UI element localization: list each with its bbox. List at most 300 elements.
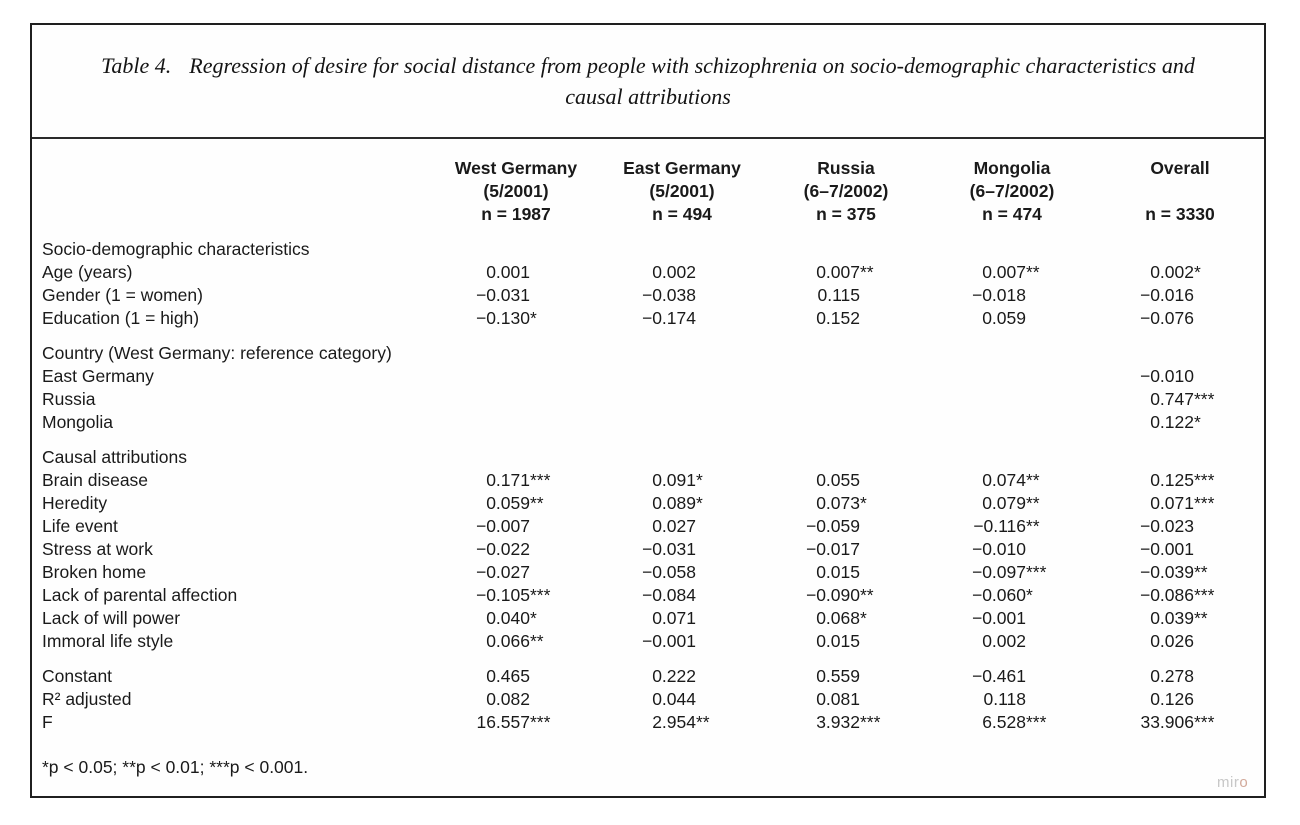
- value-pair: [638, 307, 726, 330]
- value-pair: [968, 561, 1056, 584]
- value-cell: [928, 688, 1096, 711]
- value-stars: [696, 584, 726, 607]
- value-pair: [802, 607, 890, 630]
- value-pair: [638, 688, 726, 711]
- column-header-mongolia: [928, 139, 1096, 226]
- value-cell: [432, 584, 600, 607]
- value-number: 0.278: [1150, 666, 1194, 686]
- value-stars: [696, 561, 726, 584]
- value-number: −0.076: [1139, 308, 1194, 328]
- table-row: [32, 411, 1264, 434]
- value-cell: [600, 515, 764, 538]
- value-cell: [432, 284, 600, 307]
- value-cell: [432, 711, 600, 734]
- value-cell: [928, 711, 1096, 734]
- value-cell: [928, 492, 1096, 515]
- value-number: 0.015: [816, 562, 860, 582]
- value-pair: [968, 711, 1056, 734]
- value-pair: [968, 630, 1056, 653]
- table-row: [32, 711, 1264, 734]
- value-stars: [860, 665, 890, 688]
- value-number: −0.130: [475, 308, 530, 328]
- value-pair: [968, 307, 1056, 330]
- value-cell: [1096, 630, 1264, 653]
- value-number: 0.001: [486, 262, 530, 282]
- value-pair: [472, 665, 560, 688]
- value-pair: [1136, 411, 1224, 434]
- value-number: −0.461: [971, 666, 1026, 686]
- value-stars: [1194, 365, 1224, 388]
- value-pair: [968, 492, 1056, 515]
- value-stars: [1026, 630, 1056, 653]
- value-stars: [860, 688, 890, 711]
- row-label-heredity: Heredity: [42, 493, 108, 513]
- value-cell: [1096, 365, 1264, 388]
- column-name: Mongolia: [973, 158, 1051, 178]
- value-cell: [764, 688, 928, 711]
- column-header-east-germany: [600, 139, 764, 226]
- table-row: [32, 307, 1264, 330]
- value-cell: [928, 469, 1096, 492]
- value-stars: [696, 607, 726, 630]
- value-number: −0.001: [971, 608, 1026, 628]
- section-header-row: [32, 226, 1264, 261]
- value-pair: [802, 284, 890, 307]
- section-header-causal-attributions: Causal attributions: [42, 447, 187, 467]
- table-row: [32, 515, 1264, 538]
- value-cell: [432, 538, 600, 561]
- value-cell: [764, 261, 928, 284]
- value-number: −0.031: [475, 285, 530, 305]
- value-cell: [600, 469, 764, 492]
- value-pair: [1136, 607, 1224, 630]
- value-stars: *: [530, 608, 537, 628]
- table-row: [32, 688, 1264, 711]
- watermark-text: mir: [1217, 774, 1240, 791]
- value-stars: [1194, 284, 1224, 307]
- value-cell: [1096, 538, 1264, 561]
- value-number: 0.115: [817, 285, 860, 305]
- value-number: 0.040: [486, 608, 530, 628]
- value-number: 0.079: [982, 493, 1026, 513]
- value-number: 0.089: [652, 493, 696, 513]
- column-header-russia: [764, 139, 928, 226]
- value-pair: [472, 307, 560, 330]
- watermark-last-letter: o: [1239, 774, 1249, 791]
- value-number: 0.559: [816, 666, 860, 686]
- value-pair: [638, 261, 726, 284]
- value-stars: [860, 630, 890, 653]
- value-cell: [764, 411, 928, 434]
- value-pair: [1136, 365, 1224, 388]
- value-number: 0.039: [1150, 608, 1194, 628]
- column-name: East Germany: [623, 158, 741, 178]
- column-n: n = 474: [982, 204, 1042, 224]
- value-stars: [696, 665, 726, 688]
- value-stars: ***: [1194, 493, 1215, 513]
- value-stars: **: [860, 585, 874, 605]
- value-cell: [764, 469, 928, 492]
- value-pair: [472, 607, 560, 630]
- column-date: (5/2001): [649, 181, 715, 201]
- value-number: 0.059: [486, 493, 530, 513]
- value-cell: [1096, 584, 1264, 607]
- value-pair: [968, 469, 1056, 492]
- value-number: 0.222: [652, 666, 696, 686]
- value-cell: [764, 538, 928, 561]
- value-stars: **: [1026, 516, 1040, 536]
- value-number: 0.073: [816, 493, 860, 513]
- value-stars: ***: [860, 712, 881, 732]
- value-cell: [764, 388, 928, 411]
- value-cell: [432, 653, 600, 688]
- table-frame: [30, 23, 1266, 798]
- value-cell: [1096, 607, 1264, 630]
- section-header-country-west-germany-reference-category: Country (West Germany: reference category): [42, 343, 392, 363]
- section-header-socio-demographic-characteristics: Socio-demographic characteristics: [42, 239, 310, 259]
- regression-table: [32, 139, 1264, 734]
- value-cell: [432, 492, 600, 515]
- value-cell: [432, 607, 600, 630]
- value-number: −0.022: [475, 539, 530, 559]
- value-pair: [1136, 711, 1224, 734]
- value-number: −0.097: [971, 562, 1026, 582]
- value-number: 0.074: [982, 470, 1026, 490]
- row-label-education-1-high: Education (1 = high): [42, 308, 200, 328]
- value-number: −0.010: [1139, 366, 1194, 386]
- value-pair: [638, 630, 726, 653]
- header-spacer: [32, 139, 432, 226]
- value-cell: [928, 653, 1096, 688]
- value-stars: ***: [530, 585, 551, 605]
- value-number: 3.932: [816, 712, 860, 732]
- value-pair: [638, 665, 726, 688]
- value-cell: [600, 538, 764, 561]
- value-pair: [472, 584, 560, 607]
- table-row: [32, 388, 1264, 411]
- value-stars: [696, 284, 726, 307]
- value-stars: **: [1026, 470, 1040, 490]
- value-number: 0.055: [816, 470, 860, 490]
- value-cell: [764, 653, 928, 688]
- value-cell: [764, 711, 928, 734]
- value-number: −0.016: [1139, 285, 1194, 305]
- value-pair: [968, 538, 1056, 561]
- value-pair: [802, 688, 890, 711]
- table-title: [88, 50, 1208, 112]
- row-label-east-germany: East Germany: [42, 366, 154, 386]
- value-number: 0.015: [816, 631, 860, 651]
- value-cell: [432, 261, 600, 284]
- value-stars: [1194, 630, 1224, 653]
- value-stars: ***: [1194, 585, 1215, 605]
- table-row: [32, 561, 1264, 584]
- value-stars: [530, 561, 560, 584]
- value-number: 0.027: [652, 516, 696, 536]
- value-cell: [764, 307, 928, 330]
- value-cell: [928, 607, 1096, 630]
- value-cell: [432, 469, 600, 492]
- value-stars: [530, 538, 560, 561]
- value-stars: **: [860, 262, 874, 282]
- row-label-russia: Russia: [42, 389, 96, 409]
- value-cell: [1096, 561, 1264, 584]
- value-number: 0.171: [486, 470, 530, 490]
- value-pair: [472, 261, 560, 284]
- column-header-overall: [1096, 139, 1264, 226]
- value-stars: [1026, 665, 1056, 688]
- value-cell: [600, 653, 764, 688]
- value-cell: [928, 307, 1096, 330]
- value-number: 0.007: [982, 262, 1026, 282]
- value-number: −0.105: [475, 585, 530, 605]
- value-number: 0.026: [1150, 631, 1194, 651]
- value-stars: ***: [530, 470, 551, 490]
- value-stars: *: [530, 308, 537, 328]
- table-row: [32, 607, 1264, 630]
- value-cell: [764, 284, 928, 307]
- value-cell: [432, 515, 600, 538]
- value-pair: [1136, 307, 1224, 330]
- value-number: 0.465: [486, 666, 530, 686]
- value-stars: [530, 284, 560, 307]
- value-cell: [1096, 284, 1264, 307]
- value-number: 0.007: [816, 262, 860, 282]
- value-cell: [1096, 515, 1264, 538]
- value-stars: [1026, 607, 1056, 630]
- value-stars: *: [860, 608, 867, 628]
- value-stars: ***: [1194, 712, 1215, 732]
- row-label-constant: Constant: [42, 666, 113, 686]
- value-pair: [968, 515, 1056, 538]
- value-cell: [1096, 307, 1264, 330]
- column-name: Overall: [1150, 158, 1210, 178]
- value-cell: [928, 515, 1096, 538]
- value-stars: [1194, 307, 1224, 330]
- value-pair: [472, 630, 560, 653]
- value-cell: [1096, 711, 1264, 734]
- value-number: −0.023: [1139, 516, 1194, 536]
- value-cell: [928, 584, 1096, 607]
- value-cell: [432, 388, 600, 411]
- value-number: 0.044: [652, 689, 696, 709]
- row-label-stress-at-work: Stress at work: [42, 539, 153, 559]
- value-pair: [472, 515, 560, 538]
- value-number: 0.126: [1150, 689, 1194, 709]
- row-label-gender-1-women: Gender (1 = women): [42, 285, 203, 305]
- value-pair: [802, 515, 890, 538]
- value-stars: *: [1194, 262, 1201, 282]
- value-cell: [928, 538, 1096, 561]
- value-cell: [1096, 261, 1264, 284]
- value-cell: [600, 307, 764, 330]
- value-cell: [600, 388, 764, 411]
- value-stars: [860, 469, 890, 492]
- value-pair: [968, 688, 1056, 711]
- value-stars: *: [1026, 585, 1033, 605]
- value-cell: [764, 630, 928, 653]
- value-stars: ***: [1194, 389, 1215, 409]
- value-stars: [1194, 688, 1224, 711]
- value-pair: [968, 261, 1056, 284]
- value-number: 0.066: [486, 631, 530, 651]
- value-number: 0.122: [1150, 412, 1194, 432]
- value-number: −0.017: [805, 539, 860, 559]
- value-number: 16.557: [476, 712, 530, 732]
- column-date: (5/2001): [483, 181, 549, 201]
- value-pair: [472, 492, 560, 515]
- value-pair: [802, 711, 890, 734]
- value-stars: *: [860, 493, 867, 513]
- value-stars: [1026, 284, 1056, 307]
- value-cell: [600, 711, 764, 734]
- value-number: 0.747: [1150, 389, 1194, 409]
- value-pair: [1136, 538, 1224, 561]
- value-cell: [1096, 492, 1264, 515]
- value-cell: [764, 365, 928, 388]
- value-number: 0.071: [652, 608, 696, 628]
- row-label-mongolia: Mongolia: [42, 412, 114, 432]
- value-stars: [1026, 307, 1056, 330]
- value-number: −0.086: [1139, 585, 1194, 605]
- value-number: −0.018: [971, 285, 1026, 305]
- value-number: 2.954: [652, 712, 696, 732]
- value-cell: [928, 388, 1096, 411]
- value-number: −0.058: [641, 562, 696, 582]
- row-label-f: F: [42, 712, 53, 732]
- value-cell: [764, 515, 928, 538]
- row-label-broken-home: Broken home: [42, 562, 147, 582]
- value-pair: [968, 584, 1056, 607]
- value-pair: [968, 607, 1056, 630]
- value-pair: [638, 469, 726, 492]
- value-number: 0.081: [816, 689, 860, 709]
- value-cell: [928, 261, 1096, 284]
- section-header-row: [32, 330, 1264, 365]
- value-stars: [530, 515, 560, 538]
- value-stars: **: [530, 631, 544, 651]
- value-number: 0.002: [1150, 262, 1194, 282]
- value-number: 0.152: [816, 308, 860, 328]
- table-row: [32, 365, 1264, 388]
- value-pair: [472, 284, 560, 307]
- value-pair: [638, 538, 726, 561]
- value-pair: [802, 492, 890, 515]
- value-pair: [802, 469, 890, 492]
- significance-footnote: *p < 0.05; **p < 0.01; ***p < 0.001.: [42, 757, 309, 777]
- table-row: [32, 261, 1264, 284]
- value-pair: [802, 584, 890, 607]
- value-cell: [432, 630, 600, 653]
- row-label-r-adjusted: R² adjusted: [42, 689, 132, 709]
- value-pair: [1136, 492, 1224, 515]
- value-cell: [928, 561, 1096, 584]
- value-number: 0.002: [982, 631, 1026, 651]
- table-number: Table 4.: [101, 53, 172, 78]
- value-number: 0.118: [983, 689, 1026, 709]
- value-number: −0.039: [1139, 562, 1194, 582]
- value-number: −0.001: [1139, 539, 1194, 559]
- value-stars: [860, 561, 890, 584]
- value-number: −0.010: [971, 539, 1026, 559]
- value-stars: **: [1026, 262, 1040, 282]
- value-pair: [802, 538, 890, 561]
- value-cell: [928, 365, 1096, 388]
- value-stars: [696, 538, 726, 561]
- value-stars: [1026, 688, 1056, 711]
- value-pair: [638, 711, 726, 734]
- value-stars: [1194, 515, 1224, 538]
- table-row: [32, 538, 1264, 561]
- column-n: n = 1987: [481, 204, 551, 224]
- value-pair: [802, 307, 890, 330]
- value-cell: [600, 561, 764, 584]
- value-number: 33.906: [1140, 712, 1194, 732]
- value-stars: [1194, 538, 1224, 561]
- value-cell: [432, 365, 600, 388]
- value-cell: [764, 584, 928, 607]
- value-cell: [600, 411, 764, 434]
- value-stars: [530, 688, 560, 711]
- value-pair: [638, 607, 726, 630]
- value-number: 0.082: [486, 689, 530, 709]
- value-stars: **: [1026, 493, 1040, 513]
- value-number: −0.090: [805, 585, 860, 605]
- value-pair: [1136, 630, 1224, 653]
- value-pair: [1136, 469, 1224, 492]
- value-stars: [1026, 538, 1056, 561]
- value-cell: [432, 688, 600, 711]
- value-cell: [432, 561, 600, 584]
- value-stars: *: [696, 493, 703, 513]
- table-header: [32, 139, 1264, 226]
- value-pair: [472, 688, 560, 711]
- value-stars: [860, 284, 890, 307]
- value-pair: [638, 492, 726, 515]
- table-caption: Regression of desire for social distance from people with schizophrenia on socio-demographic characteristics and causal attributions: [189, 53, 1195, 109]
- value-pair: [968, 665, 1056, 688]
- value-number: −0.031: [641, 539, 696, 559]
- value-stars: ***: [1194, 470, 1215, 490]
- header-row: [32, 139, 1264, 226]
- value-cell: [600, 261, 764, 284]
- value-pair: [638, 284, 726, 307]
- value-pair: [1136, 388, 1224, 411]
- value-pair: [1136, 584, 1224, 607]
- column-n: n = 375: [816, 204, 876, 224]
- column-name: West Germany: [454, 158, 578, 178]
- table-row: [32, 653, 1264, 688]
- value-number: −0.007: [475, 516, 530, 536]
- value-stars: [696, 307, 726, 330]
- value-cell: [600, 492, 764, 515]
- value-number: −0.174: [641, 308, 696, 328]
- value-cell: [928, 411, 1096, 434]
- value-stars: **: [530, 493, 544, 513]
- value-stars: [696, 630, 726, 653]
- row-label-life-event: Life event: [42, 516, 118, 536]
- value-number: 0.059: [982, 308, 1026, 328]
- row-label-immoral-life-style: Immoral life style: [42, 631, 174, 651]
- value-pair: [1136, 515, 1224, 538]
- value-stars: [696, 515, 726, 538]
- row-label-lack-of-parental-affection: Lack of parental affection: [42, 585, 238, 605]
- value-cell: [1096, 411, 1264, 434]
- value-stars: [1194, 665, 1224, 688]
- value-pair: [968, 284, 1056, 307]
- table-body: [32, 226, 1264, 734]
- value-stars: *: [1194, 412, 1201, 432]
